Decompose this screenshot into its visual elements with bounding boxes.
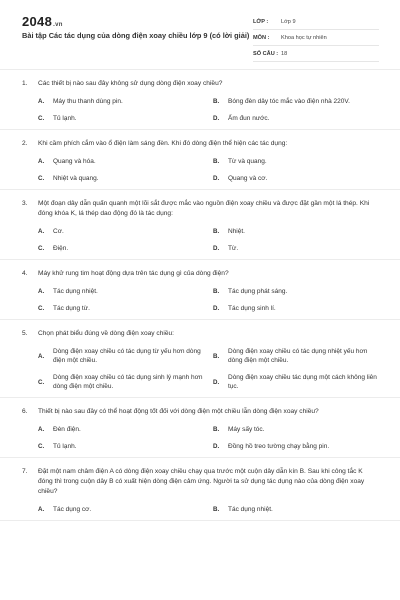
meta-key: SỐ CÂU : xyxy=(253,50,279,57)
question-item xyxy=(0,398,400,458)
option-letter: C. xyxy=(38,175,45,182)
option-text: Tác dụng nhiệt. xyxy=(228,506,273,513)
option-letter: B. xyxy=(213,158,220,165)
question-number: 1. xyxy=(22,80,28,87)
option-text: Quang và cơ. xyxy=(228,175,268,182)
question-item xyxy=(0,260,400,320)
option-letter: A. xyxy=(38,288,45,295)
answer-option[interactable] xyxy=(38,304,213,313)
answer-option[interactable] xyxy=(213,442,388,451)
option-letter: A. xyxy=(38,426,45,433)
answer-option[interactable] xyxy=(213,114,388,123)
option-letter: D. xyxy=(213,115,220,122)
question-stem xyxy=(22,407,378,417)
answer-option[interactable] xyxy=(38,227,213,236)
answer-options xyxy=(38,157,378,183)
option-text: Tác dụng sinh lí. xyxy=(228,305,276,312)
answer-option[interactable] xyxy=(38,244,213,253)
option-letter: C. xyxy=(38,378,45,386)
option-letter: A. xyxy=(38,158,45,165)
option-text: Cơ. xyxy=(53,228,64,235)
question-stem xyxy=(22,139,378,149)
meta-key: MÔN : xyxy=(253,34,270,41)
option-letter: B. xyxy=(213,426,220,433)
option-text: Quang và hóa. xyxy=(53,158,96,165)
option-letter: B. xyxy=(213,352,220,360)
logo-text: 2048 xyxy=(22,14,53,29)
question-text: Máy khử rung tim hoạt động dựa trên tác dụng gì của dòng điện? xyxy=(38,270,229,277)
question-item xyxy=(0,70,400,130)
question-text: Khi cầm phích cắm vào ổ điện làm sáng đèn. Khi đó dòng điện thể hiện các tác dụng: xyxy=(38,140,288,147)
question-item xyxy=(0,458,400,521)
option-text: Máy thu thanh dùng pin. xyxy=(53,98,123,105)
option-text: Tủ lạnh. xyxy=(53,115,77,122)
answer-option[interactable] xyxy=(38,97,213,106)
answer-option[interactable] xyxy=(38,505,213,514)
answer-option[interactable] xyxy=(38,347,213,365)
option-text: Từ. xyxy=(228,245,239,252)
answer-option[interactable] xyxy=(213,227,388,236)
answer-option[interactable] xyxy=(38,373,213,391)
answer-option[interactable] xyxy=(213,505,388,514)
meta-value: Lớp 9 xyxy=(281,18,296,25)
option-text: Từ và quang. xyxy=(228,158,267,165)
question-stem xyxy=(22,79,378,89)
question-item xyxy=(0,320,400,398)
answer-option[interactable] xyxy=(213,157,388,166)
option-text: Nhiệt và quang. xyxy=(53,175,99,182)
option-letter: B. xyxy=(213,506,220,513)
answer-option[interactable] xyxy=(213,244,388,253)
option-text: Tác dụng nhiệt. xyxy=(53,288,98,295)
question-stem xyxy=(22,467,378,497)
answer-option[interactable] xyxy=(213,97,388,106)
option-text: Bóng đèn dây tóc mắc vào điện nhà 220V. xyxy=(228,98,350,105)
question-number: 3. xyxy=(22,200,28,207)
option-letter: D. xyxy=(213,378,220,386)
meta-key: LỚP : xyxy=(253,18,269,25)
question-text: Một đoạn dây dẫn quấn quanh một lõi sắt được mắc vào nguồn điện xoay chiều và được đặt gần một lá thép. Khi đóng khóa K, lá thép dao động đó là tác dụng: xyxy=(38,200,370,217)
answer-options xyxy=(38,505,378,514)
option-letter: D. xyxy=(213,175,220,182)
question-number: 7. xyxy=(22,468,28,475)
option-text: Dòng điện xoay chiều có tác dụng sinh lý mạnh hơn dòng điện một chiều. xyxy=(53,374,203,390)
answer-options xyxy=(38,287,378,313)
question-text: Thiết bị nào sau đây có thể hoạt động tốt đối với dòng điện một chiều lẫn dòng điện xoay chiều? xyxy=(38,408,319,415)
option-text: Tác dụng phát sáng. xyxy=(228,288,288,295)
question-stem xyxy=(22,329,378,339)
option-text: Dòng điện xoay chiều tác dụng một cách không liên tục. xyxy=(228,374,377,390)
meta-table xyxy=(253,14,379,62)
page-header xyxy=(0,0,400,70)
option-text: Máy sấy tóc. xyxy=(228,426,265,433)
option-letter: D. xyxy=(213,305,220,312)
option-text: Dòng điện xoay chiều có tác dụng từ yếu hơn dòng điện một chiều. xyxy=(53,348,201,364)
option-text: Đồng hồ treo tường chạy bằng pin. xyxy=(228,443,330,450)
question-stem xyxy=(22,199,378,219)
answer-options xyxy=(38,227,378,253)
site-logo[interactable] xyxy=(22,14,63,29)
page-title: Bài tập Các tác dụng của dòng điện xoay chiều lớp 9 (có lời giải) xyxy=(22,31,250,40)
option-letter: C. xyxy=(38,245,45,252)
option-letter: C. xyxy=(38,443,45,450)
question-number: 6. xyxy=(22,408,28,415)
question-list xyxy=(0,70,400,521)
question-stem xyxy=(22,269,378,279)
answer-option[interactable] xyxy=(38,287,213,296)
answer-option[interactable] xyxy=(213,287,388,296)
option-letter: A. xyxy=(38,228,45,235)
answer-options xyxy=(38,347,378,391)
question-number: 2. xyxy=(22,140,28,147)
option-letter: D. xyxy=(213,245,220,252)
logo-suffix: .vn xyxy=(53,22,63,28)
option-text: Nhiệt. xyxy=(228,228,245,235)
option-text: Điện. xyxy=(53,245,69,252)
question-number: 5. xyxy=(22,330,28,337)
answer-option[interactable] xyxy=(38,114,213,123)
question-item xyxy=(0,190,400,260)
option-letter: D. xyxy=(213,443,220,450)
answer-option[interactable] xyxy=(213,425,388,434)
question-item xyxy=(0,130,400,190)
option-letter: B. xyxy=(213,288,220,295)
option-text: Tác dụng cơ. xyxy=(53,506,92,513)
question-text: Chọn phát biểu đúng về dòng điện xoay chiều: xyxy=(38,330,175,337)
meta-row-subject xyxy=(253,30,379,46)
option-letter: C. xyxy=(38,115,45,122)
option-text: Đèn điện. xyxy=(53,426,81,433)
answer-option[interactable] xyxy=(38,425,213,434)
option-letter: B. xyxy=(213,98,220,105)
answer-option[interactable] xyxy=(213,347,388,365)
option-letter: A. xyxy=(38,98,45,105)
option-text: Ấm đun nước. xyxy=(228,115,270,122)
answer-options xyxy=(38,425,378,451)
option-text: Dòng điện xoay chiều có tác dụng nhiệt yếu hơn dòng điện một chiều. xyxy=(228,348,368,364)
option-text: Tác dụng từ. xyxy=(53,305,90,312)
option-letter: C. xyxy=(38,305,45,312)
question-text: Các thiết bị nào sau đây không sử dụng dòng điện xoay chiều? xyxy=(38,80,223,87)
answer-option[interactable] xyxy=(213,174,388,183)
option-letter: A. xyxy=(38,352,45,360)
answer-option[interactable] xyxy=(38,174,213,183)
option-text: Tủ lạnh. xyxy=(53,443,77,450)
meta-row-count xyxy=(253,46,379,62)
meta-value: 18 xyxy=(281,50,288,57)
answer-option[interactable] xyxy=(213,304,388,313)
answer-option[interactable] xyxy=(38,442,213,451)
option-letter: A. xyxy=(38,506,45,513)
answer-option[interactable] xyxy=(213,373,388,391)
meta-value: Khoa học tự nhiên xyxy=(281,34,327,41)
answer-options xyxy=(38,97,378,123)
meta-row-grade xyxy=(253,14,379,30)
question-text: Đặt một nam châm điện A có dòng điện xoay chiều chạy qua trước một cuộn dây dẫn kín B. Sau khi công tắc K đóng thì trong cuộn dây B có xuất hiện dòng điện cảm ứng. Người ta sử dụng tác dụng nào của dòng điện xoay chiều? xyxy=(38,468,365,495)
question-number: 4. xyxy=(22,270,28,277)
option-letter: B. xyxy=(213,228,220,235)
answer-option[interactable] xyxy=(38,157,213,166)
